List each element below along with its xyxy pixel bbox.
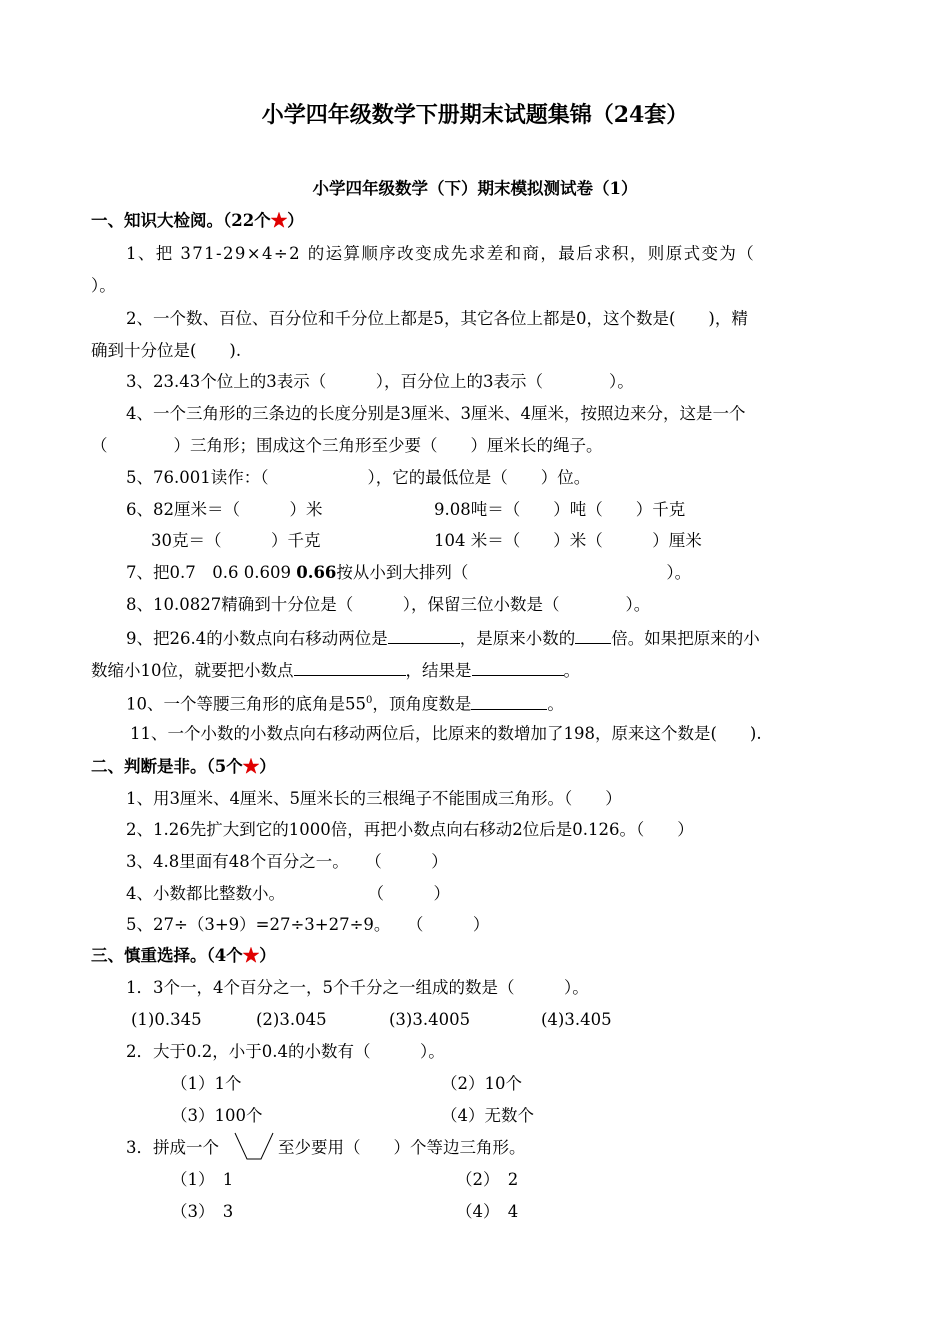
choice-question-3-part-1: 3．拼成一个 [126,1138,219,1157]
question-9-text-2: ，是原来小数的 [459,629,576,648]
judgment-1: 1、用3厘米、4厘米、5厘米长的三根绳子不能围成三角形。（ ） [126,789,622,808]
question-2-line-2: 确到十分位是( ). [91,341,242,360]
section-3-title: 三、慎重选择。（4个 [91,946,243,965]
question-9-text-4: 数缩小10位，就要把小数点 [91,661,294,680]
question-10-text-3: 。 [547,694,564,714]
choice-1-option-4: (4)3.405 [541,1010,612,1029]
section-1-close: ） [287,211,304,230]
question-7-part-2: 按从小到大排列（ ）。 [336,563,692,582]
question-9-line-1 [126,627,760,649]
question-4-line-1: 4、一个三角形的三条边的长度分别是3厘米、3厘米、4厘米，按照边来分，这是一个 [126,404,746,423]
star-icon: ★ [242,946,260,965]
question-10 [126,691,564,715]
question-6-part-a: 6、82厘米＝（ ）米 [126,500,323,519]
star-icon: ★ [270,211,288,230]
question-6-part-c: 30克＝（ ）千克 [151,531,321,550]
choice-2-option-4: （4）无数个 [441,1106,534,1125]
section-1-heading [91,211,304,231]
question-3: 3、23.43个位上的3表示（ ），百分位上的3表示（ ）。 [126,372,634,391]
choice-1-option-2: (2)3.045 [256,1010,327,1029]
choice-question-1: 1．3个一，4个百分之一，5个千分之一组成的数是（ ）。 [126,978,589,997]
document-title: 小学四年级数学下册期末试题集锦（24套） [261,102,689,128]
section-2-heading [91,757,276,777]
choice-2-option-2: （2）10个 [441,1074,522,1093]
question-6-part-b: 9.08吨＝（ ）吨（ ）千克 [434,500,686,519]
section-1-title: 一、知识大检阅。（22个 [91,211,271,230]
question-10-text-2: ，顶角度数是 [372,694,472,714]
choice-3-option-2: （2） 2 [456,1170,519,1189]
question-11: 11、一个小数的小数点向右移动两位后，比原来的数增加了198，原来这个数是( ). [130,724,762,743]
choice-3-option-1: （1） 1 [171,1170,234,1189]
section-3-close: ） [259,946,276,965]
answer-blank[interactable] [471,693,547,710]
question-9-line-2 [91,659,580,681]
answer-blank[interactable] [472,659,564,676]
question-2-line-1: 2、一个数、百位、百分位和千分位上都是5，其它各位上都是0，这个数是( )，精 [126,309,748,328]
degree-superscript: 0 [366,695,373,706]
question-6-part-d: 104 米＝（ ）米（ ）厘米 [434,531,702,550]
question-4-line-2: （ ）三角形；围成这个三角形至少要（ ）厘米长的绳子。 [91,436,603,455]
question-9-text-6: 。 [563,661,580,680]
question-7-part-1: 7、把0.7 0.6 0.609 [126,563,291,582]
choice-question-3-part-2: 至少要用（ ）个等边三角形。 [278,1138,526,1157]
section-2-close: ） [259,757,276,776]
question-5: 5、76.001读作：（ ），它的最低位是（ ）位。 [126,468,591,487]
choice-question-2: 2．大于0.2，小于0.4的小数有（ ）。 [126,1042,445,1061]
question-9-text-3: 倍。如果把原来的小 [611,629,760,648]
question-8: 8、10.0827精确到十分位是（ ），保留三位小数是（ ）。 [126,595,651,614]
question-9-text-1: 9、把26.4的小数点向右移动两位是 [126,629,388,648]
choice-2-option-3: （3）100个 [171,1106,263,1125]
question-7 [126,563,691,583]
section-2-title: 二、判断是非。（5个 [91,757,243,776]
exam-subtitle: 小学四年级数学（下）期末模拟测试卷（1） [312,179,638,198]
trapezoid-shape-icon [234,1132,274,1160]
judgment-4: 4、小数都比整数小。 （ ） [126,884,450,903]
question-1-line-2: ）。 [91,276,116,295]
judgment-2: 2、1.26先扩大到它的1000倍，再把小数点向右移动2位后是0.126。（ ） [126,820,694,839]
answer-blank[interactable] [294,659,406,676]
choice-3-option-3: （3） 3 [171,1202,234,1221]
question-10-text-1: 10、一个等腰三角形的底角是55 [126,694,366,714]
section-3-heading [91,946,276,966]
question-1-line-1: 1、把 371-29×4÷2 的运算顺序改变成先求差和商，最后求积，则原式变为（ [126,244,756,263]
question-9-text-5: ，结果是 [405,661,472,680]
judgment-3: 3、4.8里面有48个百分之一。 （ ） [126,852,448,871]
choice-1-option-3: (3)3.4005 [389,1010,471,1029]
question-7-bold-number: 0.66 [296,563,337,582]
choice-2-option-1: （1）1个 [171,1074,242,1093]
answer-blank[interactable] [575,627,611,644]
choice-3-option-4: （4） 4 [456,1202,519,1221]
star-icon: ★ [242,757,260,776]
answer-blank[interactable] [388,627,460,644]
choice-1-option-1: (1)0.345 [131,1010,202,1029]
judgment-5: 5、27÷（3+9）=27÷3+27÷9。 （ ） [126,915,490,934]
